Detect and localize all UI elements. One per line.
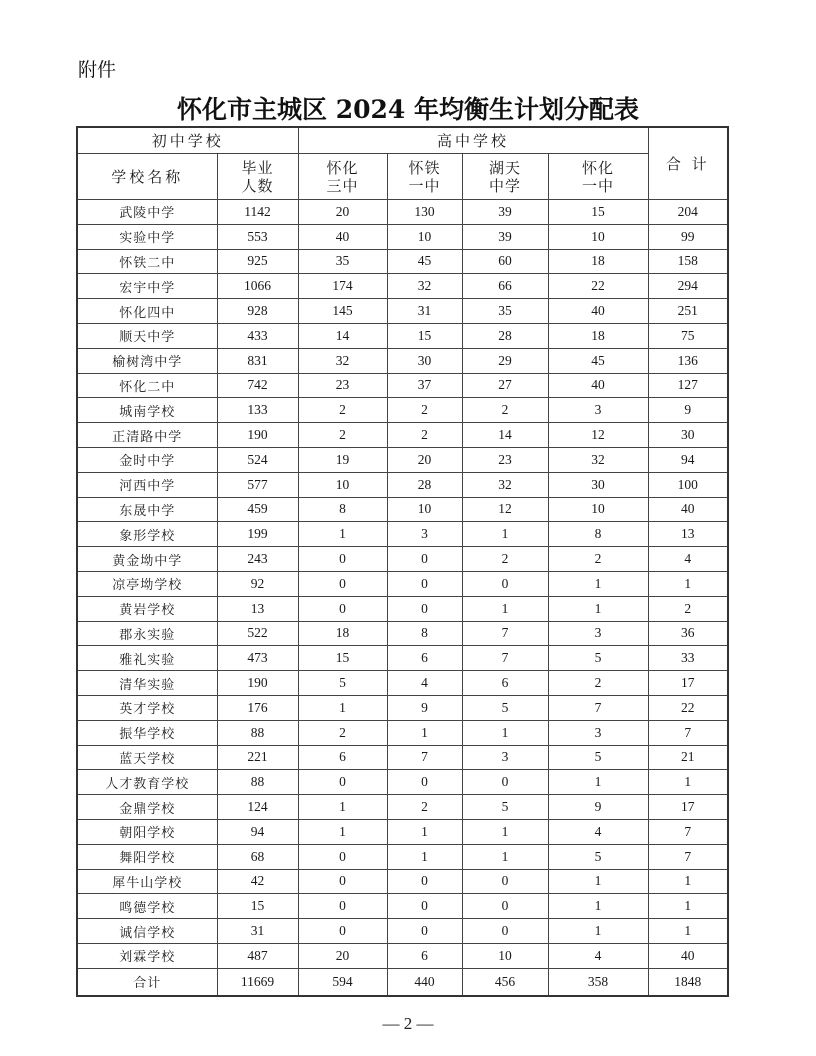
row-total-cell: 7 — [648, 720, 728, 745]
graduates-cell: 1142 — [217, 200, 298, 225]
quota-cell: 5 — [298, 671, 387, 696]
school-name-cell: 正清路中学 — [77, 423, 217, 448]
quota-cell: 10 — [387, 224, 462, 249]
senior-col-header-huaitie-no1 — [387, 154, 462, 200]
junior-school-group-header: 初中学校 — [77, 127, 298, 154]
table-row — [77, 943, 728, 968]
graduates-cell: 11669 — [217, 968, 298, 996]
school-name-cell: 象形学校 — [77, 522, 217, 547]
school-name-cell: 黄金坳中学 — [77, 547, 217, 572]
school-name-cell: 实验中学 — [77, 224, 217, 249]
row-total-cell: 1 — [648, 869, 728, 894]
school-name-cell: 犀牛山学校 — [77, 869, 217, 894]
school-name-cell: 怀化四中 — [77, 299, 217, 324]
graduates-cell: 13 — [217, 596, 298, 621]
table-body — [77, 200, 728, 996]
school-name-cell: 河西中学 — [77, 472, 217, 497]
total-column-header: 合 计 — [648, 127, 728, 200]
senior-col-header-line1: 湖天 — [489, 158, 522, 177]
quota-cell: 39 — [462, 200, 548, 225]
quota-cell: 0 — [387, 770, 462, 795]
graduates-cell: 487 — [217, 943, 298, 968]
graduates-cell: 133 — [217, 398, 298, 423]
quota-cell: 0 — [387, 869, 462, 894]
quota-cell: 3 — [548, 720, 648, 745]
senior-col-header-line2: 中学 — [489, 176, 522, 195]
school-name-cell: 东晟中学 — [77, 497, 217, 522]
quota-cell: 18 — [548, 323, 648, 348]
quota-cell: 20 — [387, 447, 462, 472]
row-total-cell: 294 — [648, 274, 728, 299]
quota-cell: 4 — [548, 943, 648, 968]
row-total-cell: 2 — [648, 596, 728, 621]
table-row — [77, 274, 728, 299]
quota-cell: 1 — [298, 795, 387, 820]
table-row — [77, 646, 728, 671]
quota-cell: 12 — [548, 423, 648, 448]
school-name-cell: 人才教育学校 — [77, 770, 217, 795]
graduates-cell: 831 — [217, 348, 298, 373]
school-name-cell: 英才学校 — [77, 695, 217, 720]
row-total-cell: 4 — [648, 547, 728, 572]
row-total-cell: 1 — [648, 919, 728, 944]
senior-col-header-line2: 三中 — [326, 176, 359, 195]
quota-cell: 3 — [462, 745, 548, 770]
quota-cell: 5 — [548, 844, 648, 869]
quota-cell: 39 — [462, 224, 548, 249]
quota-cell: 20 — [298, 200, 387, 225]
graduates-cell: 1066 — [217, 274, 298, 299]
graduates-cell: 68 — [217, 844, 298, 869]
summary-row — [77, 968, 728, 996]
quota-cell: 1 — [548, 596, 648, 621]
quota-cell: 0 — [298, 571, 387, 596]
row-total-cell: 100 — [648, 472, 728, 497]
school-name-cell: 朝阳学校 — [77, 819, 217, 844]
quota-cell: 32 — [387, 274, 462, 299]
column-header-row — [77, 154, 728, 200]
row-total-cell: 30 — [648, 423, 728, 448]
graduates-cell: 243 — [217, 547, 298, 572]
quota-cell: 35 — [298, 249, 387, 274]
quota-cell: 1 — [298, 695, 387, 720]
quota-cell: 3 — [387, 522, 462, 547]
quota-cell: 31 — [387, 299, 462, 324]
quota-cell: 10 — [548, 224, 648, 249]
senior-col-header-line2: 一中 — [582, 176, 615, 195]
quota-cell: 32 — [462, 472, 548, 497]
quota-cell: 10 — [387, 497, 462, 522]
quota-cell: 32 — [548, 447, 648, 472]
table-row — [77, 596, 728, 621]
senior-col-header-line1: 怀化 — [582, 158, 615, 177]
quota-cell: 0 — [462, 894, 548, 919]
table-row — [77, 398, 728, 423]
school-name-cell: 雅礼实验 — [77, 646, 217, 671]
quota-cell: 456 — [462, 968, 548, 996]
table-row — [77, 472, 728, 497]
quota-cell: 15 — [548, 200, 648, 225]
quota-cell: 2 — [548, 671, 648, 696]
table-row — [77, 720, 728, 745]
quota-cell: 28 — [387, 472, 462, 497]
quota-cell: 5 — [462, 795, 548, 820]
row-total-cell: 1 — [648, 894, 728, 919]
quota-cell: 40 — [298, 224, 387, 249]
table-row — [77, 770, 728, 795]
table-row — [77, 795, 728, 820]
quota-cell: 0 — [462, 571, 548, 596]
table-row — [77, 745, 728, 770]
quota-cell: 0 — [298, 894, 387, 919]
row-total-cell: 127 — [648, 373, 728, 398]
row-total-cell: 7 — [648, 844, 728, 869]
graduates-cell: 577 — [217, 472, 298, 497]
quota-cell: 1 — [548, 571, 648, 596]
quota-cell: 35 — [462, 299, 548, 324]
quota-cell: 23 — [462, 447, 548, 472]
quota-cell: 2 — [462, 547, 548, 572]
quota-cell: 3 — [548, 621, 648, 646]
school-name-cell: 金鼎学校 — [77, 795, 217, 820]
school-name-cell: 蓝天学校 — [77, 745, 217, 770]
quota-cell: 6 — [462, 671, 548, 696]
graduates-cell: 124 — [217, 795, 298, 820]
school-name-cell: 舞阳学校 — [77, 844, 217, 869]
senior-col-header-line2: 一中 — [408, 176, 441, 195]
school-name-cell: 怀铁二中 — [77, 249, 217, 274]
quota-cell: 5 — [462, 695, 548, 720]
quota-cell: 15 — [298, 646, 387, 671]
graduates-cell: 433 — [217, 323, 298, 348]
senior-col-header-huaihua-no1 — [548, 154, 648, 200]
quota-cell: 174 — [298, 274, 387, 299]
quota-cell: 0 — [387, 894, 462, 919]
quota-cell: 19 — [298, 447, 387, 472]
quota-cell: 4 — [548, 819, 648, 844]
table-row — [77, 299, 728, 324]
group-header-row — [77, 127, 728, 154]
school-name-cell: 振华学校 — [77, 720, 217, 745]
quota-cell: 1 — [462, 819, 548, 844]
graduates-header-line2: 人数 — [241, 176, 274, 195]
graduates-cell: 742 — [217, 373, 298, 398]
row-total-cell: 9 — [648, 398, 728, 423]
quota-cell: 8 — [298, 497, 387, 522]
quota-cell: 14 — [462, 423, 548, 448]
quota-cell: 15 — [387, 323, 462, 348]
table-row — [77, 621, 728, 646]
quota-cell: 2 — [298, 423, 387, 448]
quota-cell: 23 — [298, 373, 387, 398]
table-row — [77, 695, 728, 720]
school-name-cell: 合计 — [77, 968, 217, 996]
quota-cell: 10 — [548, 497, 648, 522]
quota-cell: 6 — [298, 745, 387, 770]
quota-cell: 0 — [298, 596, 387, 621]
graduates-header-line1: 毕业 — [241, 158, 274, 177]
table-row — [77, 894, 728, 919]
row-total-cell: 40 — [648, 497, 728, 522]
quota-cell: 6 — [387, 943, 462, 968]
graduates-cell: 88 — [217, 770, 298, 795]
row-total-cell: 7 — [648, 819, 728, 844]
quota-cell: 0 — [298, 869, 387, 894]
quota-cell: 9 — [387, 695, 462, 720]
graduates-cell: 522 — [217, 621, 298, 646]
table-row — [77, 423, 728, 448]
quota-cell: 45 — [387, 249, 462, 274]
quota-cell: 8 — [387, 621, 462, 646]
school-name-cell: 刘霖学校 — [77, 943, 217, 968]
quota-cell: 37 — [387, 373, 462, 398]
graduates-cell: 190 — [217, 671, 298, 696]
quota-cell: 40 — [548, 299, 648, 324]
table-row — [77, 869, 728, 894]
quota-cell: 2 — [387, 398, 462, 423]
quota-cell: 2 — [298, 398, 387, 423]
table-row — [77, 348, 728, 373]
quota-cell: 10 — [298, 472, 387, 497]
graduates-cell: 524 — [217, 447, 298, 472]
senior-col-header-line1: 怀铁 — [408, 158, 441, 177]
quota-cell: 32 — [298, 348, 387, 373]
row-total-cell: 1 — [648, 770, 728, 795]
quota-cell: 8 — [548, 522, 648, 547]
graduates-cell: 15 — [217, 894, 298, 919]
table-row — [77, 200, 728, 225]
school-name-cell: 郡永实验 — [77, 621, 217, 646]
senior-col-header-line1: 怀化 — [326, 158, 359, 177]
row-total-cell: 22 — [648, 695, 728, 720]
quota-cell: 2 — [298, 720, 387, 745]
quota-cell: 14 — [298, 323, 387, 348]
quota-cell: 9 — [548, 795, 648, 820]
quota-cell: 0 — [298, 547, 387, 572]
quota-cell: 0 — [387, 596, 462, 621]
table-row — [77, 844, 728, 869]
table-row — [77, 373, 728, 398]
quota-cell: 66 — [462, 274, 548, 299]
quota-cell: 18 — [298, 621, 387, 646]
quota-cell: 7 — [462, 646, 548, 671]
graduates-cell: 176 — [217, 695, 298, 720]
school-name-cell: 武陵中学 — [77, 200, 217, 225]
row-total-cell: 99 — [648, 224, 728, 249]
graduates-cell: 928 — [217, 299, 298, 324]
quota-cell: 0 — [387, 571, 462, 596]
table-row — [77, 249, 728, 274]
page-number: — 2 — — [382, 1014, 434, 1033]
graduates-cell: 221 — [217, 745, 298, 770]
quota-cell: 20 — [298, 943, 387, 968]
quota-cell: 27 — [462, 373, 548, 398]
school-name-cell: 清华实验 — [77, 671, 217, 696]
row-total-cell: 94 — [648, 447, 728, 472]
quota-cell: 594 — [298, 968, 387, 996]
quota-cell: 7 — [462, 621, 548, 646]
quota-cell: 5 — [548, 745, 648, 770]
quota-cell: 4 — [387, 671, 462, 696]
quota-cell: 1 — [548, 869, 648, 894]
graduates-cell: 31 — [217, 919, 298, 944]
document-title: 怀化市主城区 2024 年均衡生计划分配表 — [177, 95, 639, 124]
senior-col-header-huaihua-no3 — [298, 154, 387, 200]
row-total-cell: 75 — [648, 323, 728, 348]
graduates-cell: 459 — [217, 497, 298, 522]
graduates-header — [217, 154, 298, 200]
graduates-cell: 42 — [217, 869, 298, 894]
row-total-cell: 1848 — [648, 968, 728, 996]
quota-cell: 0 — [298, 919, 387, 944]
table-row — [77, 323, 728, 348]
quota-cell: 1 — [462, 596, 548, 621]
school-name-cell: 诚信学校 — [77, 919, 217, 944]
senior-col-header-hutian — [462, 154, 548, 200]
quota-cell: 30 — [387, 348, 462, 373]
quota-cell: 358 — [548, 968, 648, 996]
quota-cell: 1 — [298, 522, 387, 547]
graduates-cell: 925 — [217, 249, 298, 274]
row-total-cell: 33 — [648, 646, 728, 671]
quota-cell: 18 — [548, 249, 648, 274]
quota-cell: 1 — [462, 720, 548, 745]
row-total-cell: 136 — [648, 348, 728, 373]
row-total-cell: 17 — [648, 795, 728, 820]
quota-cell: 7 — [548, 695, 648, 720]
row-total-cell: 1 — [648, 571, 728, 596]
row-total-cell: 204 — [648, 200, 728, 225]
quota-cell: 0 — [462, 869, 548, 894]
row-total-cell: 158 — [648, 249, 728, 274]
quota-cell: 0 — [298, 770, 387, 795]
attachment-label: 附件 — [78, 59, 117, 81]
quota-cell: 1 — [387, 720, 462, 745]
quota-cell: 2 — [462, 398, 548, 423]
quota-cell: 2 — [387, 795, 462, 820]
row-total-cell: 40 — [648, 943, 728, 968]
quota-cell: 7 — [387, 745, 462, 770]
quota-cell: 5 — [548, 646, 648, 671]
quota-cell: 1 — [387, 844, 462, 869]
quota-cell: 0 — [462, 919, 548, 944]
table-row — [77, 224, 728, 249]
quota-cell: 10 — [462, 943, 548, 968]
quota-cell: 440 — [387, 968, 462, 996]
row-total-cell: 17 — [648, 671, 728, 696]
quota-cell: 40 — [548, 373, 648, 398]
quota-cell: 0 — [298, 844, 387, 869]
quota-cell: 22 — [548, 274, 648, 299]
allocation-table — [76, 126, 729, 997]
quota-cell: 1 — [462, 522, 548, 547]
quota-cell: 1 — [298, 819, 387, 844]
quota-cell: 12 — [462, 497, 548, 522]
quota-cell: 1 — [548, 894, 648, 919]
school-name-header: 学校名称 — [77, 154, 217, 200]
table-row — [77, 671, 728, 696]
school-name-cell: 鸣德学校 — [77, 894, 217, 919]
row-total-cell: 13 — [648, 522, 728, 547]
quota-cell: 1 — [462, 844, 548, 869]
quota-cell: 145 — [298, 299, 387, 324]
quota-cell: 3 — [548, 398, 648, 423]
school-name-cell: 黄岩学校 — [77, 596, 217, 621]
table-row — [77, 919, 728, 944]
graduates-cell: 553 — [217, 224, 298, 249]
graduates-cell: 473 — [217, 646, 298, 671]
school-name-cell: 金时中学 — [77, 447, 217, 472]
school-name-cell: 怀化二中 — [77, 373, 217, 398]
school-name-cell: 宏宇中学 — [77, 274, 217, 299]
graduates-cell: 199 — [217, 522, 298, 547]
quota-cell: 1 — [548, 770, 648, 795]
quota-cell: 60 — [462, 249, 548, 274]
quota-cell: 2 — [387, 423, 462, 448]
school-name-cell: 凉亭坳学校 — [77, 571, 217, 596]
table-row — [77, 571, 728, 596]
school-name-cell: 城南学校 — [77, 398, 217, 423]
graduates-cell: 94 — [217, 819, 298, 844]
quota-cell: 28 — [462, 323, 548, 348]
quota-cell: 130 — [387, 200, 462, 225]
quota-cell: 1 — [387, 819, 462, 844]
quota-cell: 29 — [462, 348, 548, 373]
quota-cell: 2 — [548, 547, 648, 572]
senior-school-group-header: 高中学校 — [298, 127, 648, 154]
quota-cell: 30 — [548, 472, 648, 497]
quota-cell: 0 — [387, 547, 462, 572]
quota-cell: 0 — [462, 770, 548, 795]
graduates-cell: 190 — [217, 423, 298, 448]
table-row — [77, 447, 728, 472]
school-name-cell: 顺天中学 — [77, 323, 217, 348]
table-row — [77, 522, 728, 547]
quota-cell: 1 — [548, 919, 648, 944]
row-total-cell: 36 — [648, 621, 728, 646]
graduates-cell: 92 — [217, 571, 298, 596]
table-row — [77, 497, 728, 522]
quota-cell: 6 — [387, 646, 462, 671]
table-row — [77, 819, 728, 844]
school-name-cell: 榆树湾中学 — [77, 348, 217, 373]
row-total-cell: 21 — [648, 745, 728, 770]
row-total-cell: 251 — [648, 299, 728, 324]
graduates-cell: 88 — [217, 720, 298, 745]
quota-cell: 45 — [548, 348, 648, 373]
table-row — [77, 547, 728, 572]
quota-cell: 0 — [387, 919, 462, 944]
